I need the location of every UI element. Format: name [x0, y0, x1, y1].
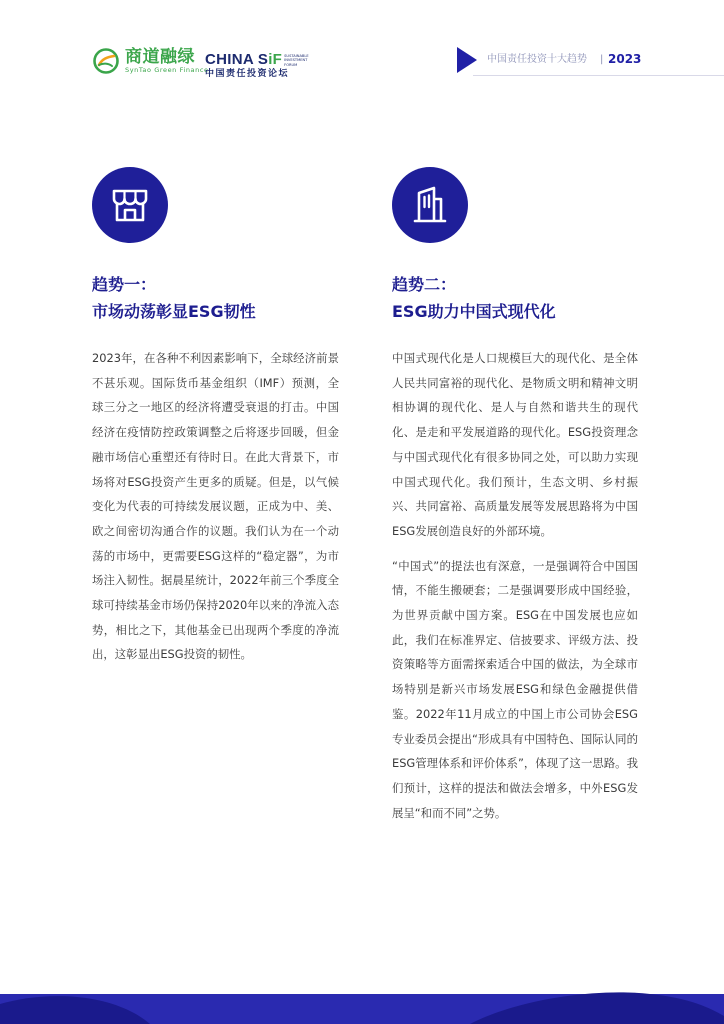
syntao-logo-cn: 商道融绿: [125, 46, 195, 67]
building-icon: [410, 185, 450, 225]
syntao-logo-en: SynTao Green Finance: [125, 65, 209, 74]
china-sif-logo-small: SUSTAINABLE INVESTMENT FORUM: [284, 54, 309, 67]
trend2-body: [392, 346, 638, 825]
trend2-paragraph-1: 中国式现代化是人口规模巨大的现代化、是全体人民共同富裕的现代化、是物质文明和精神文明相协调的现代化、是人与自然和谐共生的现代化、是走和平发展道路的现代化。ESG投资理念与中国式现代化有很多协同之处，可以助力实现中国式现代化。我们预计，生态文明、乡村振兴、共同富裕、高质量发展等发展思路将为中国ESG发展创造良好的外部环境。: [392, 351, 638, 538]
trend1-body: [92, 346, 339, 667]
footer-wave-band: [0, 988, 724, 1024]
trend1-paragraph: 2023年，在各种不利因素影响下，全球经济前景不甚乐观。国际货币基金组织（IMF）预测，全球三分之一地区的经济将遭受衰退的打击。中国经济在疫情防控政策调整之后将逐步回暖，但金融市场信心重塑还有待时日。在此大背景下，市场将对ESG投资产生更多的质疑。但是，以气候变化为代表的可持续发展议题，正成为中、美、欧之间密切沟通合作的议题。我们认为在一个动荡的市场中，更需要ESG这样的“稳定器”，为市场注入韧性。据晨星统计，2022年前三个季度全球可持续基金市场仍保持2020年以来的净流入态势，相比之下，其他基金已出现两个季度的净流出，这彰显出ESG投资的韧性。: [92, 351, 339, 662]
china-sif-logo: [205, 52, 314, 79]
trend2-paragraph-2: “中国式”的提法也有深意，一是强调符合中国国情，不能生搬硬套；二是强调要形成中国经验，为世界贡献中国方案。ESG在中国发展也应如此，我们在标准界定、信披要求、评级方法、投资策略等方面需探索适合中国的做法，为全球市场特别是新兴市场发展ESG和绿色金融提供借鉴。2022年11月成立的中国上市公司协会ESG专业委员会提出“形成具有中国特色、国际认同的ESG管理体系和评价体系”，体现了这一思路。我们预计，这样的提法和做法会增多，中外ESG发展呈“和而不同”之势。: [392, 558, 638, 820]
trend1-title: 市场动荡彰显ESG韧性: [92, 302, 256, 321]
syntao-logo: [92, 47, 209, 75]
trend2-label: 趋势二：: [392, 275, 457, 294]
china-sif-logo-cn: 中国责任投资论坛: [205, 69, 290, 80]
report-year: 2023: [608, 52, 642, 66]
report-title: 中国责任投资十大趋势: [487, 54, 587, 65]
china-sif-logo-main: CHINA SiF: [205, 51, 283, 68]
trend2-title: ESG助力中国式现代化: [392, 302, 556, 321]
trend2-icon-badge: [392, 167, 468, 243]
trend1-label: 趋势一：: [92, 275, 157, 294]
header-divider: [473, 75, 724, 76]
trend1-icon-badge: [92, 167, 168, 243]
storefront-icon: [110, 185, 150, 225]
syntao-logo-mark-icon: [92, 47, 120, 75]
header-separator: |: [600, 54, 604, 65]
play-triangle-icon: [457, 47, 477, 73]
